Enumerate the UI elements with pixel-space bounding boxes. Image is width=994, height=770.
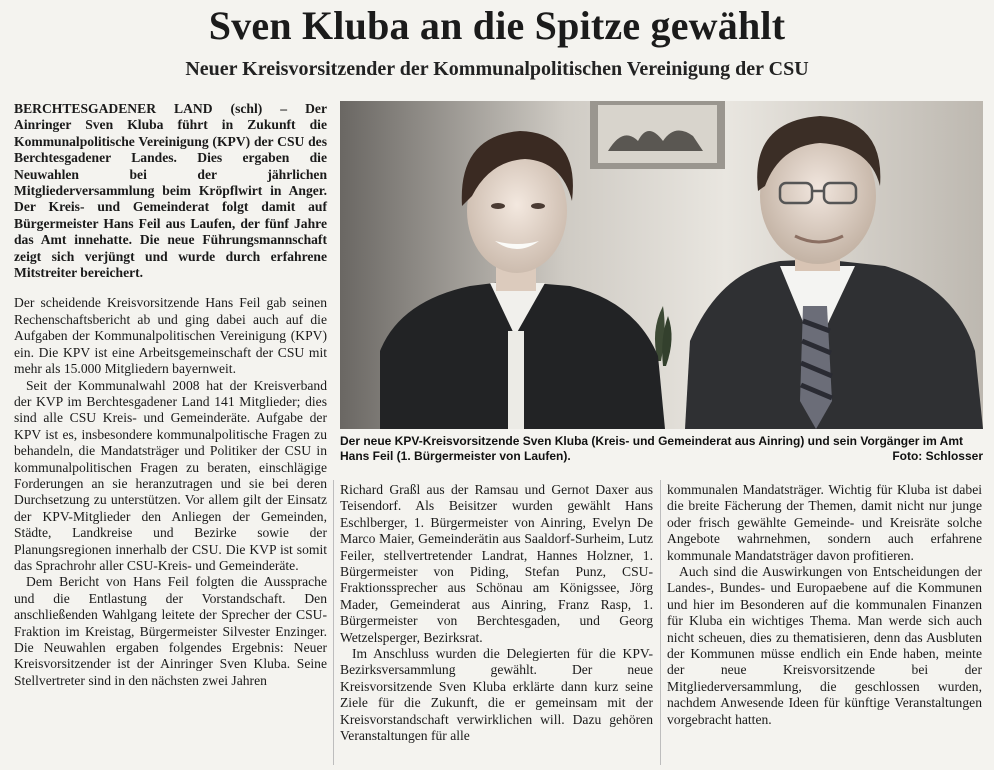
column-divider <box>333 480 334 765</box>
caption-text: Der neue KPV-Kreisvorsitzende Sven Kluba (Kreis- und Gemeinderat aus Ainring) und sein Vorgänger im Amt Hans Feil (1. Bürgermeister von Laufen). <box>340 434 964 463</box>
body-paragraph: kommunalen Mandatsträger. Wichtig für Kluba ist dabei die breite Fächerung der Themen, damit nicht nur junge oder frisch gewählte Gemeinde- und Kreisräte solche Angebote wahrnehmen, sondern auch erfahrene kommunale Mandatsträger davon profitieren. <box>667 482 982 563</box>
article-photo <box>340 101 983 429</box>
column-divider <box>660 480 661 765</box>
photo-caption <box>340 434 983 464</box>
article-column-3 <box>667 482 982 728</box>
lead-paragraph: BERCHTESGADENER LAND (schl) – Der Ainringer Sven Kluba führt in Zukunft die Kommunalpolitische Vereinigung (KPV) der CSU des Berchtesgadener Landes. Dies ergaben die Neuwahlen bei der jährlichen Mitgliederversammlung beim Kröpflwirt in Anger. Der Kreis- und Gemeinderat folgt damit auf Bürgermeister Hans Feil aus Laufen, der fünf Jahre das Amt innehatte. Die neue Führungsmannschaft zeigt sich verjüngt und wurde durch erfahrene Mitstreiter bereichert. <box>14 101 327 281</box>
photo-illustration <box>340 101 983 429</box>
subheadline: Neuer Kreisvorsitzender der Kommunalpolitischen Vereinigung der CSU <box>185 58 809 80</box>
body-paragraph: Auch sind die Auswirkungen von Entscheidungen der Landes-, Bundes- und Europaebene auf die Kommunen und hier im Besonderen auf die kommunalen Finanzen für Kluba ein wichtiges Thema. Man werde sich auch nicht scheuen, dies zu thematisieren, denn das Ausbluten der Kommunen müsse endlich ein Ende haben, meinte der neue Kreisvorsitzende bei der Mitgliederversammlung, die geschlossen wurden, nachdem Anwesende Ideen für künftige Veranstaltungen vorgebracht hatten. <box>667 564 982 727</box>
article-column-2 <box>340 482 653 745</box>
body-paragraph: Richard Graßl aus der Ramsau und Gernot Daxer aus Teisendorf. Als Beisitzer wurden gewählt Hans Eschlberger, 1. Bürgermeister von Ainring, Evelyn De Marco Maier, Gemeinderätin aus Saaldorf-Surheim, Lutz Feiler, stellvertretender Landrat, Hannes Holzner, 1. Bürgermeister von Piding, Stefan Punz, CSU-Fraktionssprecher aus Schönau am Königssee, Jörg Mader, Gemeinderat aus Ainring, Franz Rasp, 1. Bürgermeister von Berchtesgaden, und Georg Wetzelsperger, Bezirksrat. <box>340 482 653 645</box>
body-paragraph: Im Anschluss wurden die Delegierten für die KPV-Bezirksversammlung gewählt. Der neue Kreisvorsitzende Sven Kluba erklärte dann kurz seine Ziele für die Zukunft, die er gemeinsam mit der Kreisvorstandschaft verwirklichen will. Dazu gehören Veranstaltungen für alle <box>340 646 653 744</box>
photo-credit: Foto: Schlosser <box>892 449 983 463</box>
body-paragraph: Dem Bericht von Hans Feil folgten die Aussprache und die Entlastung der Vorstandschaft. Den anschließenden Wahlgang leitete der Sprecher der CSU-Fraktion im Kreistag, Bürgermeister Silvester Enzinger. Die Neuwahlen ergaben folgendes Ergebnis: Neuer Kreisvorsitzender ist der Ainringer Sven Kluba. Seine Stellvertreter sind in den nächsten zwei Jahren <box>14 574 327 688</box>
article-column-1 <box>14 101 327 689</box>
body-paragraph: Der scheidende Kreisvorsitzende Hans Feil gab seinen Rechenschaftsbericht ab und ging dabei auch auf die Aufgaben der Kommunalpolitischen Vereinigung (KPV) ein. Die KPV ist eine Arbeitsgemeinschaft der CSU mit mehr als 15.000 Mitgliedern bayernweit. <box>14 295 327 377</box>
headline: Sven Kluba an die Spitze gewählt <box>208 3 786 48</box>
body-paragraph: Seit der Kommunalwahl 2008 hat der Kreisverband der KVP im Berchtesgadener Land 141 Mitglieder; dies sind alle CSU Kreis- und Gemeinderäte. Aufgabe der KPV ist es, insbesondere kommunalpolitische Fragen zu behandeln, die Mandatsträger und Politiker der CSU in kommunalpolitischen Fragen zu beraten, einschlägige Forderungen an sie heranzutragen und sie bei deren Durchsetzung zu unterstützen. Vor allem gilt der Einsatz der KPV-Mitglieder den Anliegen der Gemeinden, Städte, Landkreise und Bezirke sowie der Planungsregionen innerhalb der CSU. Die KVP ist somit das Sprachrohr aller CSU-Kreis- und Gemeinderäte. <box>14 377 327 573</box>
